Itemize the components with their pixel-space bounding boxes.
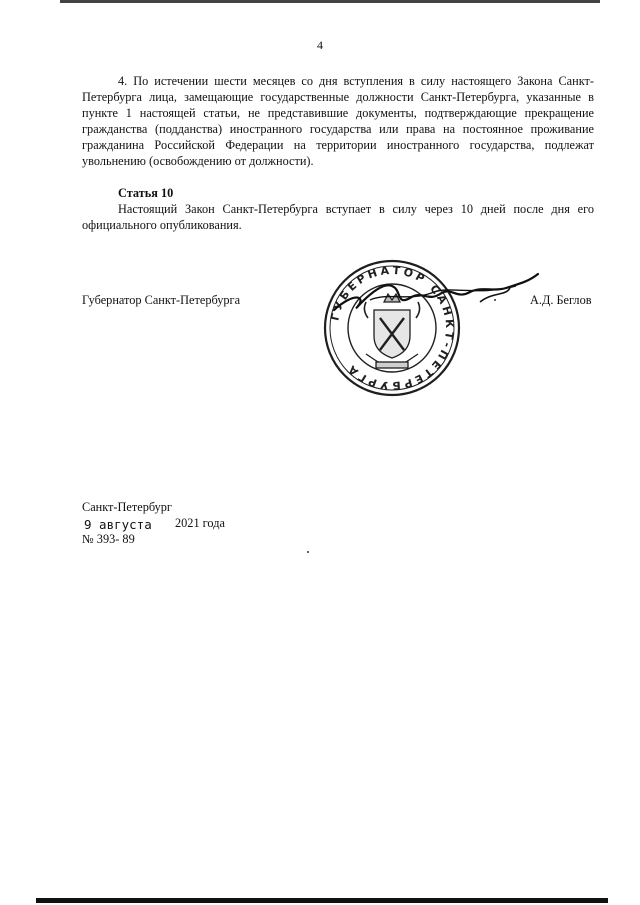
article-10-title: Статья 10 [118, 186, 174, 200]
paragraph-4: 4. По истечении шести месяцев со дня вступления в силу настоящего Закона Санкт-Петербурга лица, замещающие государственные должности Санкт-Петербурга, указанные в пункте 1 настоящей статьи, не представившие документы, подтверждающие прекращение гражданства (подданства) иностранного государства или права на постоянное проживание гражданина Российской Федерации на территории иностранного государства, подлежат увольнению (освобождению от должности). [82, 74, 594, 168]
city: Санкт-Петербург [82, 500, 172, 514]
date-day-month: 9 августа [84, 517, 152, 532]
governor-title: Губернатор Санкт-Петербурга [82, 293, 241, 307]
speck [307, 551, 309, 553]
seal-text: ГУБЕРНАТОР САНКТ-ПЕТЕРБУРГА [328, 263, 457, 393]
speck [494, 299, 496, 301]
date-year: 2021 года [175, 516, 225, 530]
governor-name: А.Д. Беглов [530, 293, 592, 307]
document-number: № 393- 89 [82, 532, 135, 546]
article-10-text: Настоящий Закон Санкт-Петербурга вступает в силу через 10 дней после дня его официального опубликования. [82, 202, 594, 232]
signature [330, 262, 542, 324]
top-border [60, 0, 600, 3]
page-number: 4 [317, 38, 323, 52]
bottom-border [36, 898, 608, 903]
